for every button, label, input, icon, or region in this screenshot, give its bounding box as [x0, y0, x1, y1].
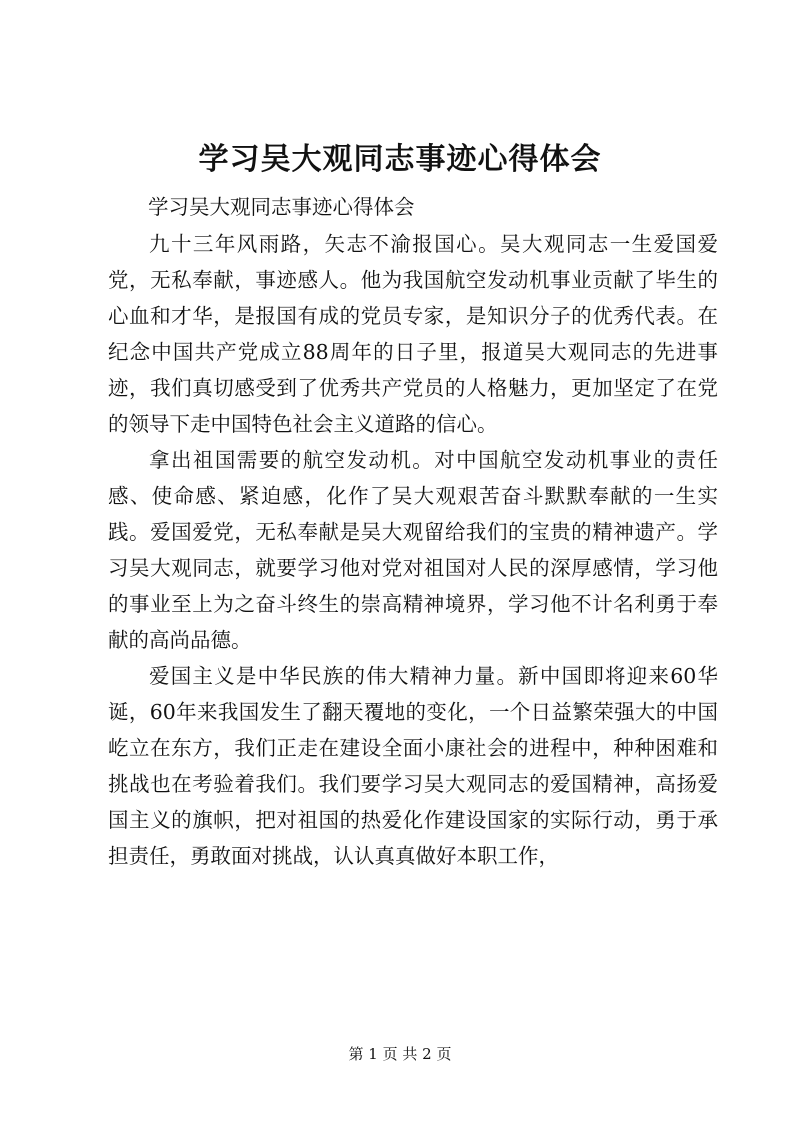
- document-body: [108, 226, 718, 874]
- paragraph-1: 九十三年风雨路，矢志不渝报国心。吴大观同志一生爱国爱党，无私奉献，事迹感人。他为我国航空发动机事业贡献了毕生的心血和才华，是报国有成的党员专家，是知识分子的优秀代表。在纪念中国共产党成立88周年的日子里，报道吴大观同志的先进事迹，我们真切感受到了优秀共产党员的人格魅力，更加坚定了在党的领导下走中国特色社会主义道路的信心。: [108, 232, 718, 436]
- paragraph-2: 拿出祖国需要的航空发动机。对中国航空发动机事业的责任感、使命感、紧迫感，化作了吴大观艰苦奋斗默默奉献的一生实践。爱国爱党，无私奉献是吴大观留给我们的宝贵的精神遗产。学习吴大观同志，就要学习他对党对祖国对人民的深厚感情，学习他的事业至上为之奋斗终生的崇高精神境界，学习他不计名利勇于奉献的高尚品德。: [108, 448, 718, 652]
- document-title: 学习吴大观同志事迹心得体会: [198, 142, 602, 177]
- page-number-footer: 第 1 页 共 2 页: [348, 1045, 452, 1063]
- document-subtitle: 学习吴大观同志事迹心得体会: [148, 195, 415, 219]
- paragraph-3: 爱国主义是中华民族的伟大精神力量。新中国即将迎来60华诞，60年来我国发生了翻天覆地的变化，一个日益繁荣强大的中国屹立在东方，我们正走在建设全面小康社会的进程中，种种困难和挑战也在考验着我们。我们要学习吴大观同志的爱国精神，高扬爱国主义的旗帜，把对祖国的热爱化作建设国家的实际行动，勇于承担责任，勇敢面对挑战，认认真真做好本职工作，: [108, 664, 718, 868]
